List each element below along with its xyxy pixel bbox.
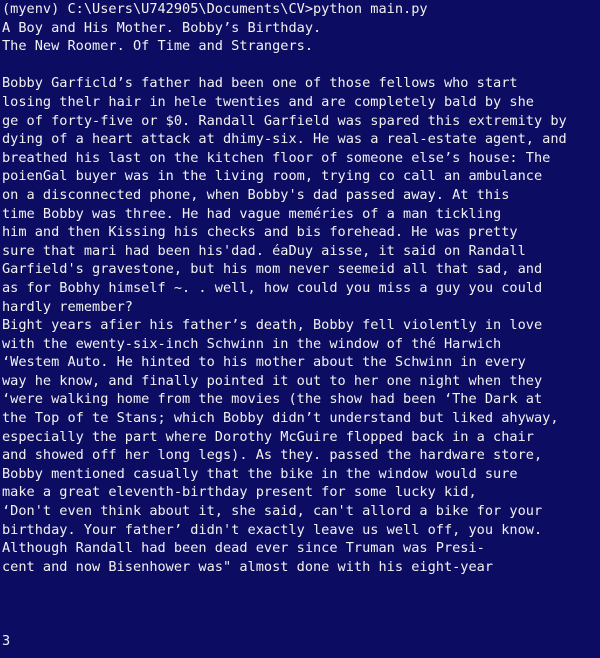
- output-line: A Boy and His Mother. Bobby’s Birthday.: [2, 19, 322, 36]
- output-line: ge of forty-five or $0. Randall Garfield was spared this extremity by: [2, 112, 567, 129]
- page-number: 3: [2, 633, 11, 649]
- output-line: cent and now Bisenhower was" almost done with his eight-year: [2, 558, 494, 575]
- output-line: Garfield's gravestone, but his mom never seemeid all that sad, and: [2, 261, 543, 278]
- command-prompt: (myenv) C:\Users\U742905\Documents\CV>python main.py: [2, 1, 428, 17]
- output-line: and showed off her long legs). As they. passed the hardware store,: [2, 447, 543, 464]
- output-line: dying of a heart attack at dhimy-six. He was a real-estate agent, and: [2, 131, 567, 148]
- output-line: birthday. Your father’ didn't exactly leave us well off, you know.: [2, 521, 543, 538]
- output-line: on a disconnected phone, when Bobby's dad passed away. At this: [2, 186, 510, 203]
- output-line: ‘Don't even think about it, she said, can't allord a bike for your: [2, 503, 543, 520]
- output-line: Although Randall had been dead ever since Truman was Presi-: [2, 540, 485, 557]
- output-line: him and then Kissing his checks and bis forehead. He was pretty: [2, 224, 518, 241]
- output-line: Bight years afier his father’s death, Bobby fell violently in love: [2, 317, 543, 334]
- output-line: The New Roomer. Of Time and Strangers.: [2, 38, 313, 55]
- output-line: breathed his last on the kitchen floor of someone else’s house: The: [2, 149, 551, 166]
- output-line: sure that mari had been his'dad. éaDuy aisse, it said on Randall: [2, 242, 526, 259]
- output-line: especially the part where Dorothy McGuire flopped back in a chair: [2, 428, 534, 445]
- output-line: time Bobby was three. He had vague meméries of a man tickling: [2, 205, 502, 222]
- output-line: ‘Westem Auto. He hinted to his mother about the Schwinn in every: [2, 354, 526, 371]
- output-line: the Top of te Stans; which Bobby didn’t understand but liked ahyway,: [2, 410, 559, 427]
- output-line: way he know, and finally pointed it out to her one night when they: [2, 372, 543, 389]
- output-line: Bobby Garficld’s father had been one of those fellows who start: [2, 75, 518, 92]
- output-line: make a great eleventh-birthday present for some lucky kid,: [2, 484, 477, 501]
- program-output: [2, 19, 600, 577]
- output-line: hardly remember?: [2, 298, 133, 315]
- output-line: poienGal buyer was in the living room, trying co call an ambulance: [2, 168, 543, 185]
- output-line: with the ewenty-six-inch Schwinn in the window of thé Harwich: [2, 335, 502, 352]
- output-line: ‘were walking home from the movies (the show had been ‘The Dark at: [2, 391, 543, 408]
- blank-line: [2, 56, 600, 75]
- output-line: as for Bobhy himself ~. . well, how could you miss a guy you could: [2, 279, 543, 296]
- output-line: losing thelr hair in hele twenties and are completely bald by she: [2, 93, 534, 110]
- output-line: Bobby mentioned casually that the bike in the window would sure: [2, 465, 518, 482]
